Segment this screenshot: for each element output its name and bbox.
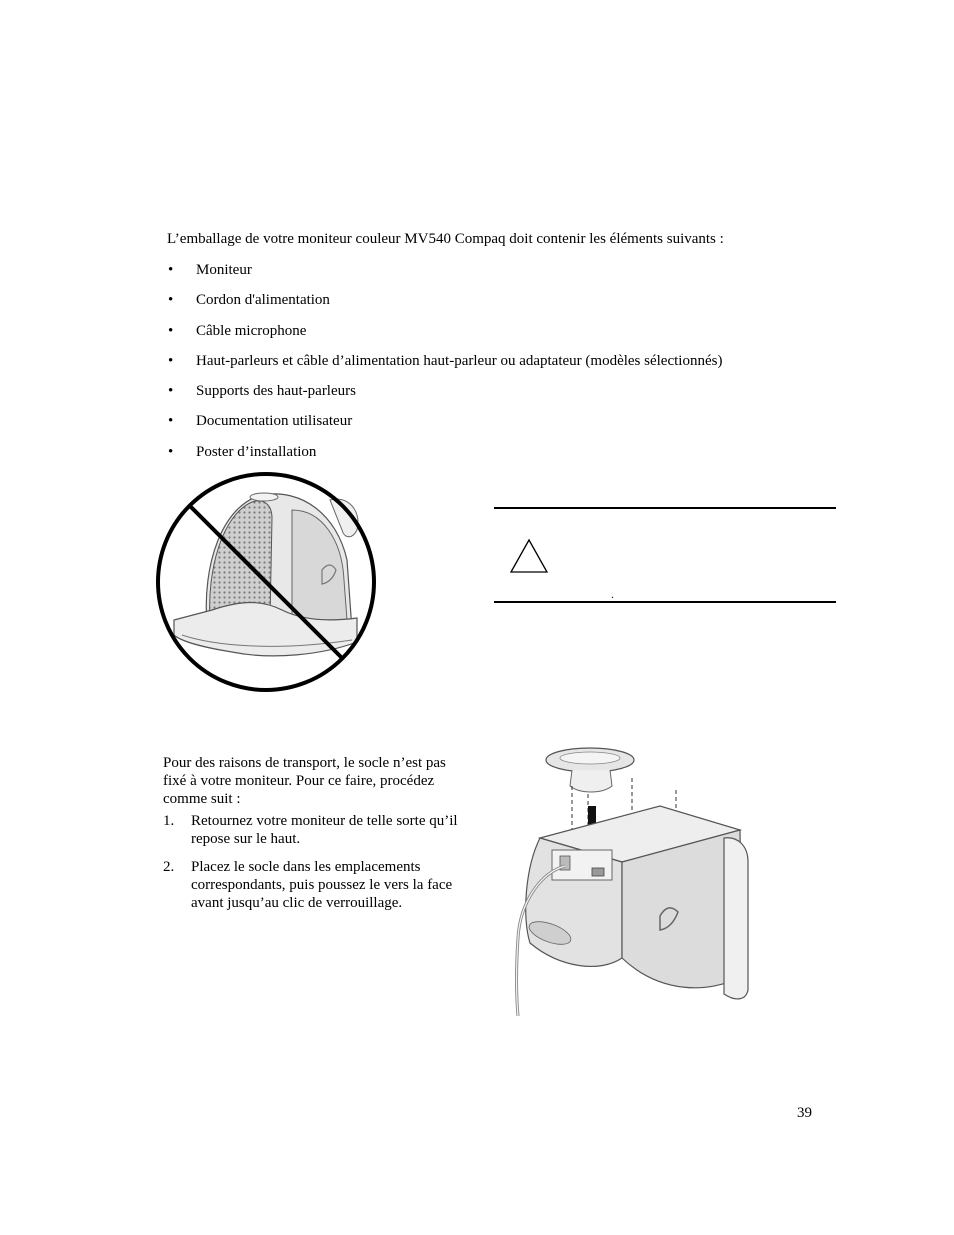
caution-bottom-rule (494, 601, 836, 603)
step-text: Retournez votre moniteur de telle sorte qu’il repose sur le haut. (191, 813, 458, 847)
package-contents-list (167, 261, 722, 473)
stand-instructions-paragraph: Pour des raisons de transport, le socle n’est pas fixé à votre moniteur. Pour ce faire, procédez comme suit : (163, 755, 446, 807)
page-number: 39 (797, 1105, 812, 1121)
list-item: • Supports des haut-parleurs (167, 382, 722, 412)
step-number: 1. (163, 813, 175, 829)
intro-text: L’emballage de votre moniteur couleur MV540 Compaq doit contenir les éléments suivants : (167, 231, 724, 247)
list-item (163, 812, 463, 848)
list-item: • Haut-parleurs et câble d’alimentation haut-parleur ou adaptateur (modèles sélectionnés) (167, 352, 722, 382)
list-item: • Cordon d'alimentation (167, 291, 722, 321)
list-item: • Documentation utilisateur (167, 412, 722, 442)
caution-top-rule (494, 507, 836, 509)
installation-steps (163, 812, 463, 922)
list-item: • Poster d’installation (167, 443, 722, 473)
step-number: 2. (163, 859, 175, 875)
list-item: • Câble microphone (167, 322, 722, 352)
list-item (163, 858, 463, 912)
monitor-stand-illustration (510, 738, 760, 1018)
warning-triangle-icon (509, 538, 549, 574)
no-speaker-stand-illustration (152, 470, 382, 695)
list-item: • Moniteur (167, 261, 722, 291)
caution-text: . (611, 587, 614, 601)
step-text: Placez le socle dans les emplacements correspondants, puis poussez le vers la face avant jusqu’au clic de verrouillage. (191, 859, 453, 911)
